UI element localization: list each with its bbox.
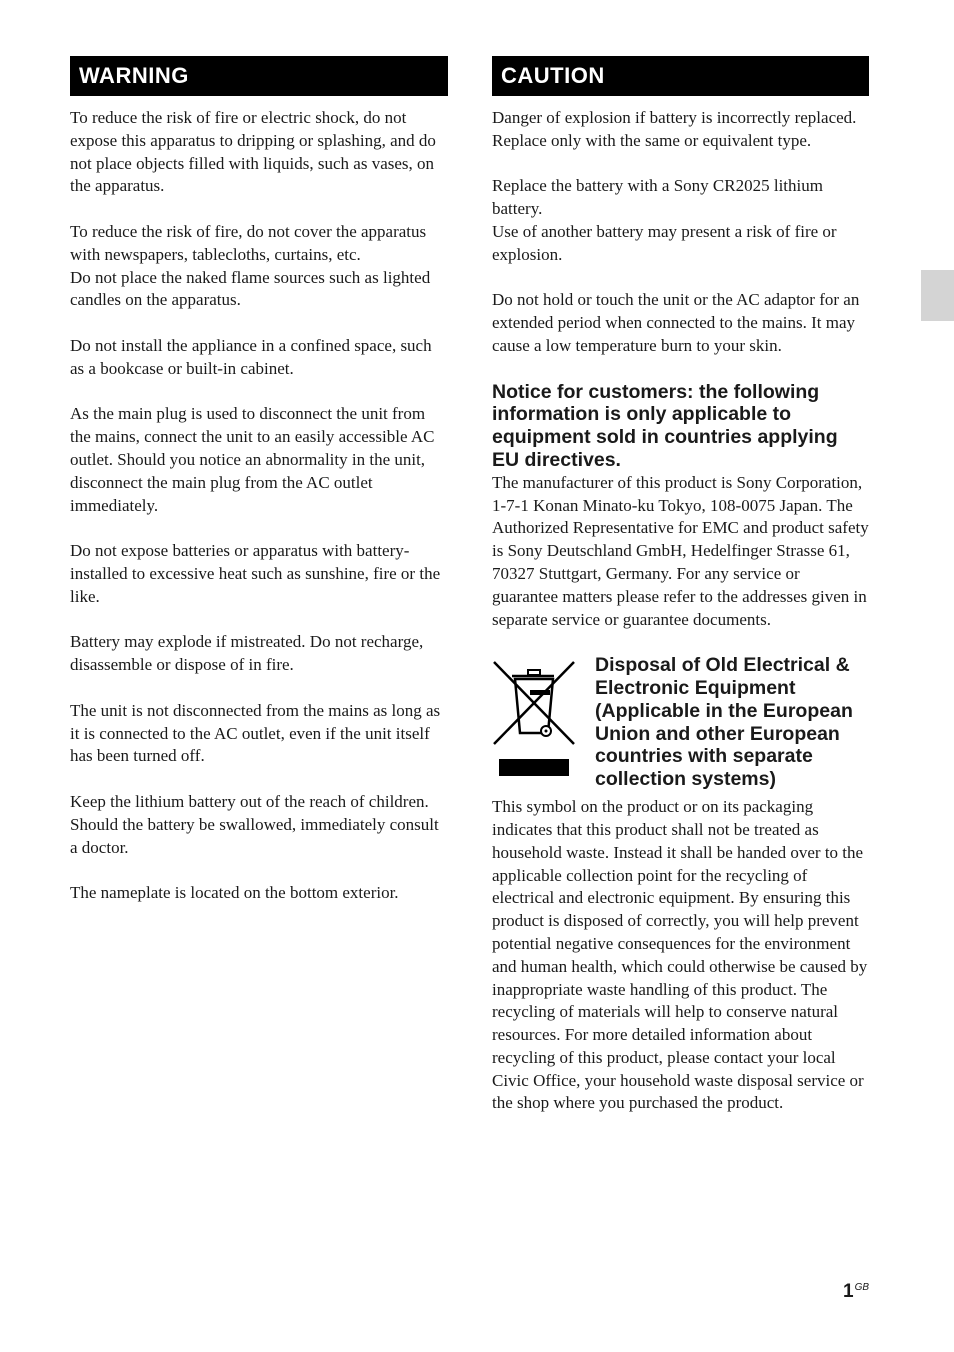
notice-paragraph — [492, 472, 869, 632]
caution-banner: CAUTION — [492, 56, 869, 96]
page-number-value: 1 — [843, 1281, 854, 1302]
disposal-section-header — [492, 654, 869, 796]
disposal-text: This symbol on the product or on its packaging indicates that this product shall not be treated as household waste. Instead it shall be handed over to the applicable collection point for the recycling of electrical and electronic equipment. By ensuring this product is disposed of correctly, you will help prevent potential negative consequences for the environment and human health, which could otherwise be caused by inappropriate waste handling of this product. The recycling of materials will help to conserve natural resources. For more detailed information about recycling of this product, please contact your local Civic Office, your household waste disposal service or the shop where you purchased the product. — [492, 797, 868, 1113]
notice-heading: Notice for customers: the following information is only applicable to equipment sold in countries applying EU directives. — [492, 380, 838, 471]
warning-paragraph — [70, 882, 448, 905]
warning-text: Do not install the appliance in a confined space, such as a bookcase or built-in cabinet. — [70, 335, 432, 378]
bin-underline-bar — [499, 759, 569, 776]
warning-column — [70, 56, 448, 928]
caution-text: Danger of explosion if battery is incorrectly replaced. Replace only with the same or equivalent type. — [492, 108, 857, 150]
notice-text: The manufacturer of this product is Sony Corporation, 1-7-1 Konan Minato-ku Tokyo, 108-0075 Japan. The Authorized Representative for EMC and product safety is Sony Deutschland GmbH, Hedelfinger Strasse 61, 70327 Stuttgart, Germany. For any service or guarantee matters please refer to the addresses given in separate service or guarantee documents. — [492, 472, 869, 629]
caution-paragraph — [492, 107, 869, 153]
warning-paragraph — [70, 335, 448, 381]
warning-text: Keep the lithium battery out of the reach of children. Should the battery be swallowed, immediately consult a doctor. — [70, 791, 439, 857]
warning-text: Battery may explode if mistreated. Do not recharge, disassemble or dispose of in fire. — [70, 632, 424, 675]
warning-banner: WARNING — [70, 56, 448, 96]
warning-paragraph — [70, 791, 448, 859]
disposal-paragraph — [492, 796, 869, 1115]
warning-text: The unit is not disconnected from the mains as long as it is connected to the AC outlet, even if the unit itself has been turned off. — [70, 700, 441, 766]
warning-text: Do not place the naked flame sources such as lighted candles on the apparatus. — [70, 267, 431, 310]
warning-paragraph — [70, 221, 448, 312]
caution-paragraph — [492, 175, 869, 266]
page-number — [843, 1281, 869, 1303]
warning-text: As the main plug is used to disconnect the unit from the mains, connect the unit to an easily accessible AC outlet. Should you notice an abnormality in the unit, disconnect the main plug from the AC outlet immediately. — [70, 404, 435, 515]
side-section-tab — [921, 270, 954, 321]
caution-paragraph — [492, 289, 869, 357]
page-language-suffix: GB — [854, 1282, 870, 1293]
caution-text: Use of another battery may present a risk of fire or explosion. — [492, 221, 837, 264]
warning-text: The nameplate is located on the bottom exterior. — [70, 883, 399, 903]
disposal-heading: Disposal of Old Electrical & Electronic Equipment (Applicable in the European Union and other European countries with separate collection systems) — [595, 654, 853, 791]
warning-paragraph — [70, 631, 448, 677]
caution-column — [492, 56, 869, 1138]
warning-text: Do not expose batteries or apparatus with battery-installed to excessive heat such as sunshine, fire or the like. — [70, 541, 441, 606]
warning-paragraph — [70, 700, 448, 768]
warning-text: To reduce the risk of fire or electric shock, do not expose this apparatus to dripping or splashing, and do not place objects filled with liquids, such as vases, on the apparatus. — [70, 108, 436, 196]
caution-text: Do not hold or touch the unit or the AC adaptor for an extended period when connected to the mains. It may cause a low temperature burn to your skin. — [492, 290, 860, 355]
warning-paragraph — [70, 403, 448, 517]
warning-paragraph — [70, 540, 448, 608]
caution-text: Replace the battery with a Sony CR2025 lithium battery. — [492, 176, 823, 219]
crossed-out-wheeled-bin-icon — [492, 660, 576, 746]
warning-text: To reduce the risk of fire, do not cover the apparatus with newspapers, tablecloths, curtains, etc. — [70, 221, 427, 264]
warning-paragraph — [70, 107, 448, 198]
